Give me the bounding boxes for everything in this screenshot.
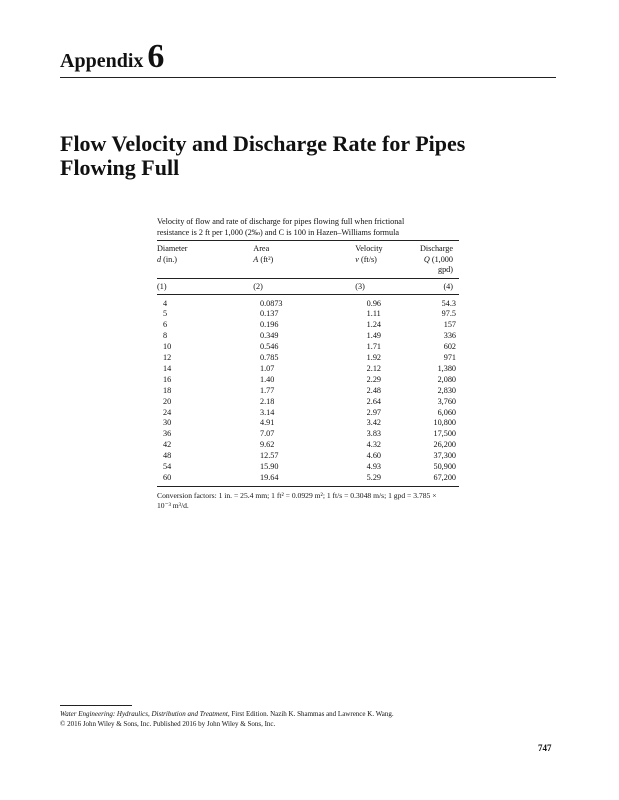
chapter-title — [60, 132, 560, 180]
cell-discharge: 2,080 — [437, 374, 456, 384]
cell-diameter: 6 — [163, 320, 168, 330]
cell-area: 0.0873 — [260, 298, 283, 308]
cell-velocity: 1.49 — [366, 331, 381, 341]
appendix-word: Appendix — [60, 50, 144, 72]
table-caption-line-2: resistance is 2 ft per 1,000 (2‰) and C is 100 in Hazen–Williams formula — [157, 228, 400, 237]
cell-velocity: 2.97 — [366, 407, 381, 417]
cell-discharge: 336 — [443, 331, 456, 341]
cell-discharge: 10,800 — [433, 418, 456, 428]
table-block — [157, 216, 459, 511]
table-row — [157, 397, 459, 408]
cell-velocity: 5.29 — [366, 473, 381, 482]
cell-area: 1.40 — [260, 374, 275, 384]
header-diameter — [157, 241, 213, 276]
footer-book-details: , First Edition. Nazih K. Shammas and Lawrence K. Wang. — [227, 710, 394, 718]
cell-diameter: 16 — [163, 374, 172, 384]
footnote-line-2: 10⁻³ m³/d. — [157, 500, 189, 510]
column-number-row — [157, 279, 459, 294]
cell-velocity: 2.12 — [366, 363, 381, 373]
table-row — [157, 440, 459, 451]
footer-book-title: Water Engineering: Hydraulics, Distribution and Treatment — [60, 710, 228, 718]
footnote-line-1: Conversion factors: 1 in. = 25.4 mm; 1 ft² = 0.0929 m²; 1 ft/s = 0.3048 m/s; 1 gpd = 3.785 × — [157, 490, 437, 500]
header-discharge-symbol: Q — [423, 254, 430, 264]
cell-area: 0.546 — [260, 342, 279, 352]
cell-diameter: 42 — [163, 440, 172, 450]
cell-diameter: 54 — [163, 462, 172, 472]
cell-area: 0.196 — [260, 320, 279, 330]
cell-discharge: 26,200 — [433, 440, 456, 450]
cell-velocity: 2.29 — [366, 374, 381, 384]
cell-diameter: 48 — [163, 451, 172, 461]
header-discharge-label: Discharge — [419, 244, 453, 253]
header-diameter-symbol: d — [157, 254, 162, 264]
table-row — [157, 364, 459, 375]
table-row — [157, 375, 459, 386]
table-row — [157, 462, 459, 473]
cell-velocity: 1.11 — [366, 309, 381, 319]
header-area — [213, 241, 325, 276]
header-diameter-unit: (in.) — [163, 254, 178, 264]
table-header-row — [157, 241, 459, 276]
footer-copyright: © 2016 John Wiley & Sons, Inc. Published 2016 by John Wiley & Sons, Inc. — [60, 719, 276, 728]
cell-velocity: 0.96 — [366, 298, 381, 308]
table-row — [157, 451, 459, 462]
cell-area: 15.90 — [260, 462, 279, 472]
cell-area: 7.07 — [260, 429, 275, 439]
data-rows — [157, 299, 459, 484]
cell-diameter: 30 — [163, 418, 172, 428]
cell-area: 12.57 — [260, 451, 279, 461]
header-area-unit: (ft²) — [260, 254, 274, 264]
cell-discharge: 971 — [443, 353, 456, 363]
cell-discharge: 2,830 — [437, 385, 456, 395]
chapter-title-line-2: Flowing Full — [60, 155, 180, 180]
header-velocity-label: Velocity — [355, 244, 383, 253]
cell-diameter: 10 — [163, 342, 172, 352]
cell-area: 0.137 — [260, 309, 279, 319]
cell-area: 3.14 — [260, 407, 275, 417]
table-footnote — [157, 491, 459, 511]
table-row — [157, 473, 459, 484]
column-number-rule — [157, 294, 459, 295]
cell-velocity: 2.48 — [366, 385, 381, 395]
header-velocity-symbol: v — [355, 254, 359, 264]
table-row — [157, 299, 459, 310]
cell-discharge: 54.3 — [441, 298, 456, 308]
table-row — [157, 386, 459, 397]
cell-velocity: 1.92 — [366, 353, 381, 363]
cell-discharge: 97.5 — [441, 309, 456, 319]
cell-diameter: 36 — [163, 429, 172, 439]
table-row — [157, 353, 459, 364]
cell-discharge: 37,300 — [433, 451, 456, 461]
cell-diameter: 24 — [163, 407, 172, 417]
header-velocity-unit: (ft/s) — [360, 254, 377, 264]
cell-velocity: 1.71 — [366, 342, 381, 352]
cell-area: 0.785 — [260, 353, 279, 363]
cell-velocity: 4.60 — [366, 451, 381, 461]
cell-diameter: 8 — [163, 331, 168, 341]
cell-diameter: 12 — [163, 353, 172, 363]
page-footer — [60, 710, 480, 729]
cell-area: 4.91 — [260, 418, 275, 428]
table-caption-line-1: Velocity of flow and rate of discharge for pipes flowing full when frictional — [157, 217, 405, 226]
column-number-1: (1) — [157, 281, 167, 291]
cell-discharge: 157 — [443, 320, 456, 330]
column-number-3: (3) — [355, 281, 365, 291]
appendix-number: 6 — [147, 38, 165, 75]
table-row — [157, 429, 459, 440]
cell-velocity: 1.24 — [366, 320, 381, 330]
cell-velocity: 3.83 — [366, 429, 381, 439]
chapter-title-line-1: Flow Velocity and Discharge Rate for Pipes — [60, 131, 466, 156]
header-diameter-label: Diameter — [157, 244, 188, 253]
cell-area: 1.77 — [260, 385, 275, 395]
cell-discharge: 50,900 — [433, 462, 456, 472]
cell-discharge: 6,060 — [437, 407, 456, 417]
header-discharge — [420, 241, 459, 276]
cell-area: 1.07 — [260, 363, 275, 373]
cell-discharge: 67,200 — [433, 473, 456, 482]
cell-velocity: 3.42 — [366, 418, 381, 428]
footer-rule — [60, 705, 132, 706]
column-number-2: (2) — [253, 281, 263, 291]
cell-area: 0.349 — [260, 331, 279, 341]
page-number: 747 — [538, 743, 552, 753]
appendix-header — [60, 38, 555, 76]
column-number-4: (4) — [443, 281, 453, 291]
cell-diameter: 18 — [163, 385, 172, 395]
cell-velocity: 4.93 — [366, 462, 381, 472]
cell-discharge: 3,760 — [437, 396, 456, 406]
cell-area: 19.64 — [260, 473, 279, 482]
header-velocity — [325, 241, 420, 276]
cell-diameter: 20 — [163, 396, 172, 406]
cell-velocity: 4.32 — [366, 440, 381, 450]
table-caption — [157, 216, 459, 238]
cell-area: 9.62 — [260, 440, 275, 450]
table-row — [157, 418, 459, 429]
appendix-rule — [60, 77, 556, 78]
data-table — [157, 241, 459, 299]
header-area-symbol: A — [253, 254, 259, 264]
cell-discharge: 17,500 — [433, 429, 456, 439]
table-bottom-rule — [157, 486, 459, 487]
cell-diameter: 60 — [163, 473, 172, 482]
cell-velocity: 2.64 — [366, 396, 381, 406]
cell-discharge: 1,380 — [437, 363, 456, 373]
table-row — [157, 342, 459, 353]
table-row — [157, 320, 459, 331]
cell-diameter: 4 — [163, 298, 168, 308]
table-row — [157, 331, 459, 342]
header-area-label: Area — [253, 244, 270, 253]
table-row — [157, 309, 459, 320]
cell-discharge: 602 — [443, 342, 456, 352]
header-discharge-unit: (1,000 gpd) — [431, 254, 453, 274]
cell-diameter: 14 — [163, 363, 172, 373]
cell-diameter: 5 — [163, 309, 168, 319]
cell-area: 2.18 — [260, 396, 275, 406]
table-row — [157, 408, 459, 419]
